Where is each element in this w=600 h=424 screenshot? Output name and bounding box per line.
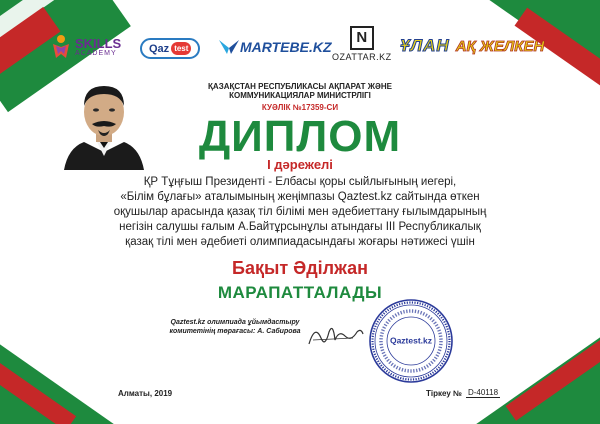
qaztest-logo-text: Qaz — [149, 42, 170, 55]
body-line-4: негізін салушы ғалым А.Байтұрсынұлы атындағы ІІІ Республикалық — [119, 220, 481, 233]
martebe-logo — [218, 38, 332, 56]
signatory-caption — [150, 318, 320, 337]
body-line-5: қазақ тілі мен әдебиеті олимпиадасындағы жоғары нәтижесі үшін — [125, 235, 475, 248]
martebe-logo-text: MARTEBE.KZ — [240, 39, 332, 55]
ministry-header — [185, 82, 415, 100]
registration — [426, 388, 500, 398]
martebe-wings-icon — [218, 38, 240, 56]
corner-decoration-bottom-right — [464, 335, 600, 424]
diploma-body-text — [55, 175, 545, 250]
ulan-logo-text: ҰЛАН — [400, 36, 450, 55]
diploma-degree: I дәрежелі — [267, 157, 333, 172]
ozattar-logo-text: OZATTAR.KZ — [332, 52, 392, 62]
portrait-image — [62, 78, 146, 170]
qaztest-logo — [140, 38, 200, 59]
recipient-name: Бақыт Әділжан — [232, 258, 368, 278]
ulan-zheleken-logo — [400, 36, 544, 56]
registration-number: D-40118 — [467, 388, 499, 397]
signatory-line-1: Qaztest.kz олимпиада ұйымдастыру — [170, 319, 300, 326]
zheleken-logo-text: АҚ ЖЕЛКЕН — [455, 37, 545, 55]
skills-logo-title: SKILLS — [75, 36, 122, 51]
seal-center-text: Qaztest.kz — [389, 335, 433, 346]
ministry-line-1: ҚАЗАҚСТАН РЕСПУБЛИКАСЫ АҚПАРАТ ЖӘНЕ — [208, 82, 392, 91]
skills-academy-logo — [50, 34, 121, 60]
ozattar-logo — [332, 26, 392, 62]
body-line-1: ҚР Тұңғыш Президенті - Елбасы қоры сыйлығының иегері, — [143, 176, 457, 188]
body-line-3: оқушылар арасында қазақ тіл білімі мен әдебиеттану ғылымдарының — [113, 205, 487, 218]
qaztest-logo-dot: test — [171, 42, 191, 55]
handwritten-signature — [305, 318, 365, 352]
official-seal — [368, 298, 454, 384]
license-number: КУӘЛІК №17359-СИ — [261, 103, 339, 112]
diploma-title: ДИПЛОМ — [198, 112, 402, 161]
skills-figure-icon — [50, 34, 72, 60]
partner-logos — [40, 24, 560, 72]
ozattar-mark-icon: N — [350, 26, 374, 50]
body-line-2: «Білім бұлағы» аталымының жеңімпазы Qaztest.kz сайтында өткен — [120, 190, 480, 203]
registration-label: Тіркеу № — [426, 388, 462, 398]
city-year: Алматы, 2019 — [118, 389, 173, 398]
ministry-line-2: КОММУНИКАЦИЯЛАР МИНИСТРЛІГІ — [229, 91, 371, 101]
awarded-label: МАРАПАТТАЛАДЫ — [217, 283, 383, 302]
skills-logo-subtitle: ACADEMY — [75, 50, 117, 57]
signatory-line-2: комитетінің төрағасы: А. Сабирова — [169, 328, 301, 336]
